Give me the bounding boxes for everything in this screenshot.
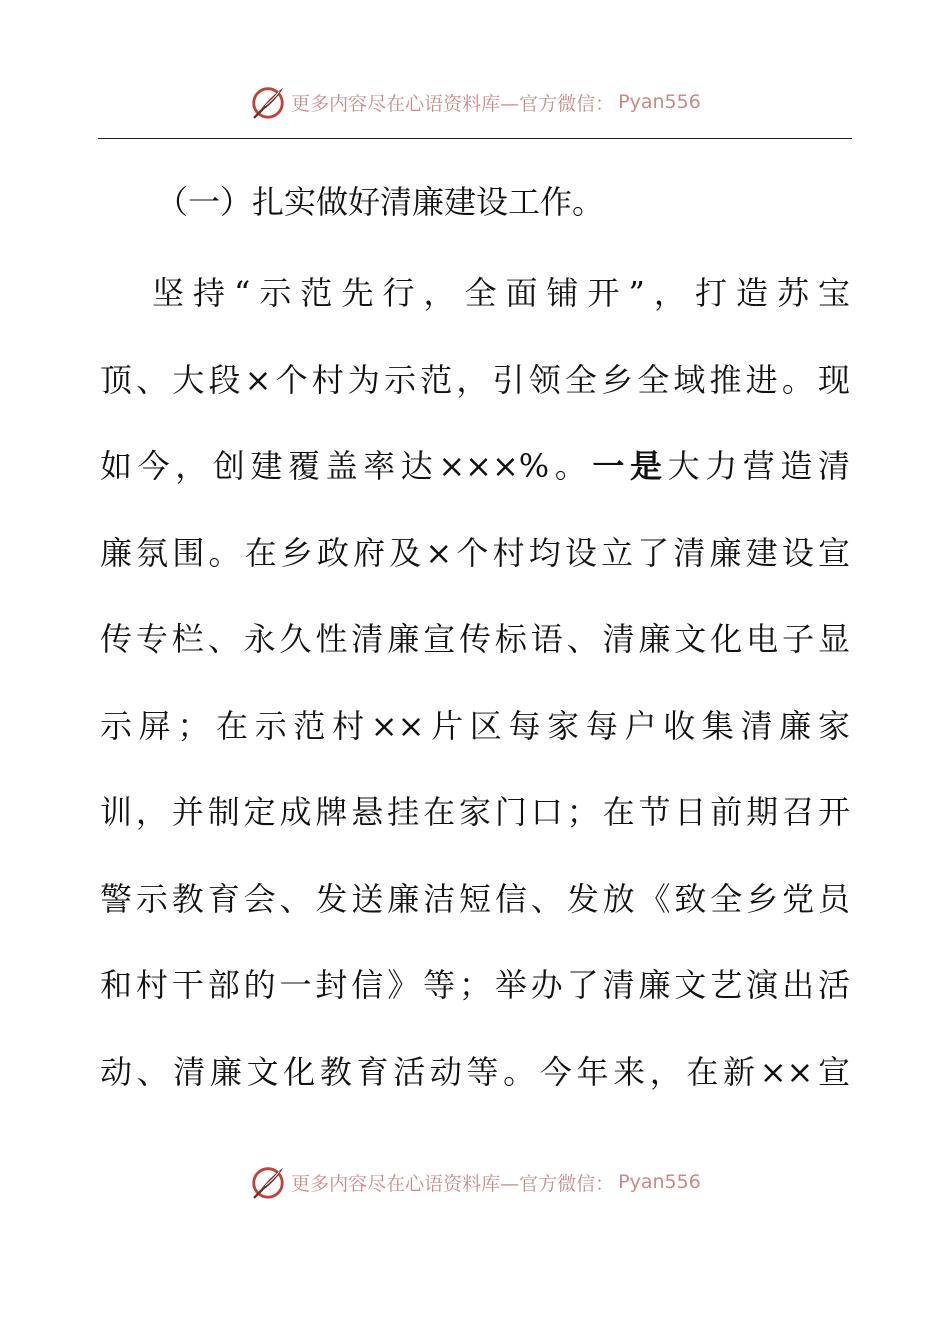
header-watermark [249, 83, 701, 121]
footer-watermark [249, 1163, 701, 1201]
watermark-wechat-id: Pyan556 [618, 1171, 701, 1193]
paragraph-line: 警示教育会、发送廉洁短信、发放《致全乡党员 [100, 879, 850, 918]
body-paragraph [100, 268, 850, 1133]
paragraph-line: 动、清廉文化教育活动等。今年来，在新××宣 [100, 1052, 850, 1091]
header-divider [98, 138, 852, 139]
paragraph-line [100, 441, 850, 528]
watermark-wechat-id: Pyan556 [618, 91, 701, 113]
footer-watermark-banner [0, 1160, 950, 1204]
paragraph-line: 传专栏、永久性清廉宣传标语、清廉文化电子显 [100, 620, 850, 658]
paragraph-line: 坚持“示范先行，全面铺开”，打造苏宝 [152, 274, 850, 312]
paragraph-line: 示屏；在示范村××片区每家每户收集清廉家 [100, 706, 850, 745]
paragraph-line-text: 如今，创建覆盖率达×××%。 [100, 447, 593, 485]
feather-pen-logo-icon [249, 83, 287, 121]
paragraph-line-text: 大力营造清 [667, 447, 850, 485]
feather-pen-logo-icon [249, 1163, 287, 1201]
emphasis-text: 一是 [592, 447, 668, 485]
paragraph-line: 顶、大段×个村为示范，引领全乡全域推进。现 [100, 360, 850, 399]
paragraph-line: 训，并制定成牌悬挂在家门口；在节日前期召开 [100, 793, 850, 831]
paragraph-line: 和村干部的一封信》等；举办了清廉文艺演出活 [100, 966, 850, 1004]
watermark-text: 更多内容尽在心语资料库—官方微信： [291, 1172, 615, 1195]
section-heading: （一）扎实做好清廉建设工作。 [156, 183, 605, 221]
paragraph-line: 廉氛围。在乡政府及×个村均设立了清廉建设宣 [100, 533, 850, 572]
header-watermark-banner [0, 80, 950, 124]
watermark-text: 更多内容尽在心语资料库—官方微信： [291, 92, 615, 115]
